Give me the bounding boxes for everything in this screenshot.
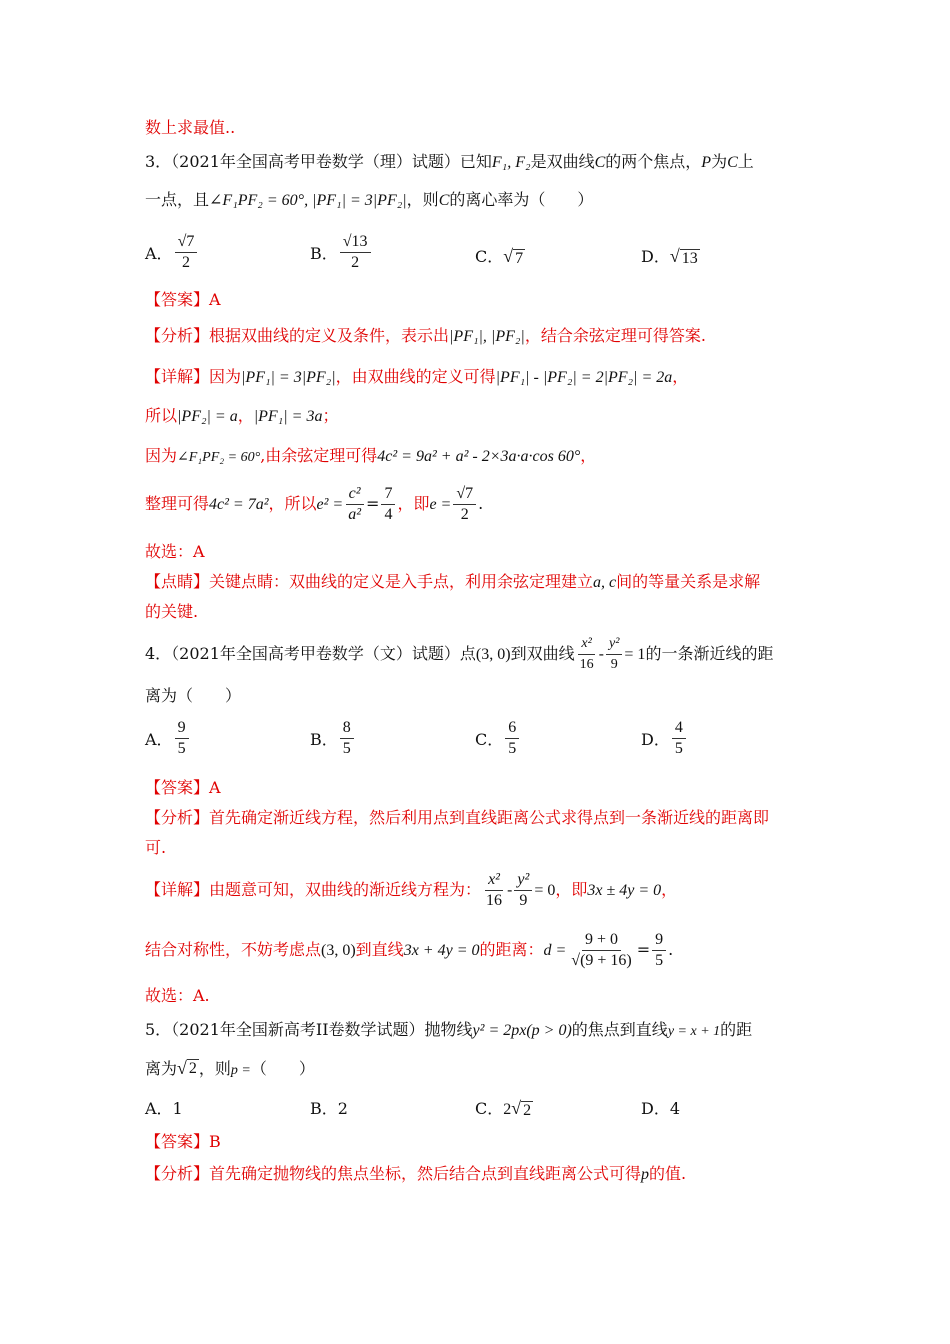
q3-detail-line1: 【详解】因为|PF₁| = 3|PF₂|，由双曲线的定义可得|PF₁| - |PF₂| = 2|PF₂| = 2a， [145, 367, 689, 386]
q5-answer: 【答案】B [145, 1132, 221, 1151]
q3-detail-line3: 因为∠F₁PF₂ = 60°,由余弦定理可得4c² = 9a² + a² - 2×3a·a·cos 60°， [145, 446, 597, 465]
q4-option-d[interactable]: D． $\frac{4}{5}$ [641, 718, 688, 759]
q3-remark-line1: 【点睛】关键点睛：双曲线的定义是入手点，利用余弦定理建立a, c间的等量关系是求解 [145, 572, 761, 591]
q4-choice: 故选：A. [145, 986, 210, 1005]
q3-detail-line4: 整理可得4c² = 7a²，所以e² = $\frac{\text{c²}}{\text{a²}}$ = $\frac{7}{4}$ ，即e = $\frac{√7}{2}$ . [145, 485, 484, 523]
q4-option-c[interactable]: C． $\frac{6}{5}$ [475, 718, 521, 759]
q4-option-a[interactable]: A． $\frac{9}{5}$ [145, 718, 191, 759]
q5-option-a[interactable]: A．1 [145, 1099, 183, 1118]
q3-detail-line2: 所以|PF₂| = a，|PF₁| = 3a； [145, 406, 339, 425]
q4-analysis-line2: 可. [145, 838, 167, 857]
q3-stem-line1: 3．（2021年全国高考甲卷数学（理）试题）已知F₁, F₂是双曲线C的两个焦点，P为C上 [145, 152, 754, 171]
q3-analysis: 【分析】根据双曲线的定义及条件，表示出|PF₁|, |PF₂|，结合余弦定理可得答案. [145, 326, 706, 345]
q3-choice: 故选：A [145, 542, 205, 561]
q3-remark-line2: 的关键. [145, 602, 199, 621]
q4-detail-line1: 【详解】由题意可知，双曲线的渐近线方程为： $\frac{\text{x²}}{16}$ - $\frac{\text{y²}}{9}$ = 0，即3x ± 4y = 0， [145, 871, 678, 909]
q5-analysis: 【分析】首先确定抛物线的焦点坐标，然后结合点到直线距离公式可得p的值. [145, 1164, 687, 1183]
q3-stem-line2: 一点，且∠F₁PF₂ = 60°, |PF₁| = 3|PF₂|，则C的离心率为（ ） [145, 190, 594, 209]
q5-option-b[interactable]: B．2 [310, 1099, 348, 1118]
q3-option-d[interactable]: D． √ 13 [641, 246, 698, 267]
q4-stem-line2: 离为（ ） [145, 686, 242, 705]
q5-stem-line2: 离为 √ 2 ，则p =（ ） [145, 1058, 315, 1078]
carry-over-text: 数上求最值.. [145, 118, 236, 137]
q3-answer: 【答案】A [145, 290, 221, 309]
q3-option-b[interactable]: B． $\frac{√13}{2}$ [310, 232, 373, 273]
q3-option-c[interactable]: C． √ 7 [475, 246, 524, 267]
q5-option-d[interactable]: D．4 [641, 1099, 681, 1118]
q4-answer: 【答案】A [145, 778, 221, 797]
q4-option-b[interactable]: B． $\frac{8}{5}$ [310, 718, 356, 759]
q5-option-c[interactable]: C．2 √ 2 [475, 1098, 532, 1119]
q4-analysis-line1: 【分析】首先确定渐近线方程，然后利用点到直线距离公式求得点到一条渐近线的距离即 [145, 808, 770, 827]
q5-stem-line1: 5．（2021年全国新高考II卷数学试题）抛物线y² = 2px(p > 0)的焦点到直线y = x + 1的距 [145, 1020, 753, 1039]
q3-option-a[interactable]: A． $\frac{√7}{2}$ [145, 232, 199, 273]
q4-stem-line1: 4．（2021年全国高考甲卷数学（文）试题）点(3, 0)到双曲线 $\frac{\text{x²}}{16}$ - $\frac{\text{y²}}{9}$ = 1的一条渐近线的距 [145, 636, 774, 672]
q4-detail-line2: 结合对称性，不妨考虑点(3, 0)到直线3x + 4y = 0的距离：d = $\frac{9 + 0}{√(9 + 16)}$ = $\frac{9}{5}$ . [145, 931, 674, 969]
